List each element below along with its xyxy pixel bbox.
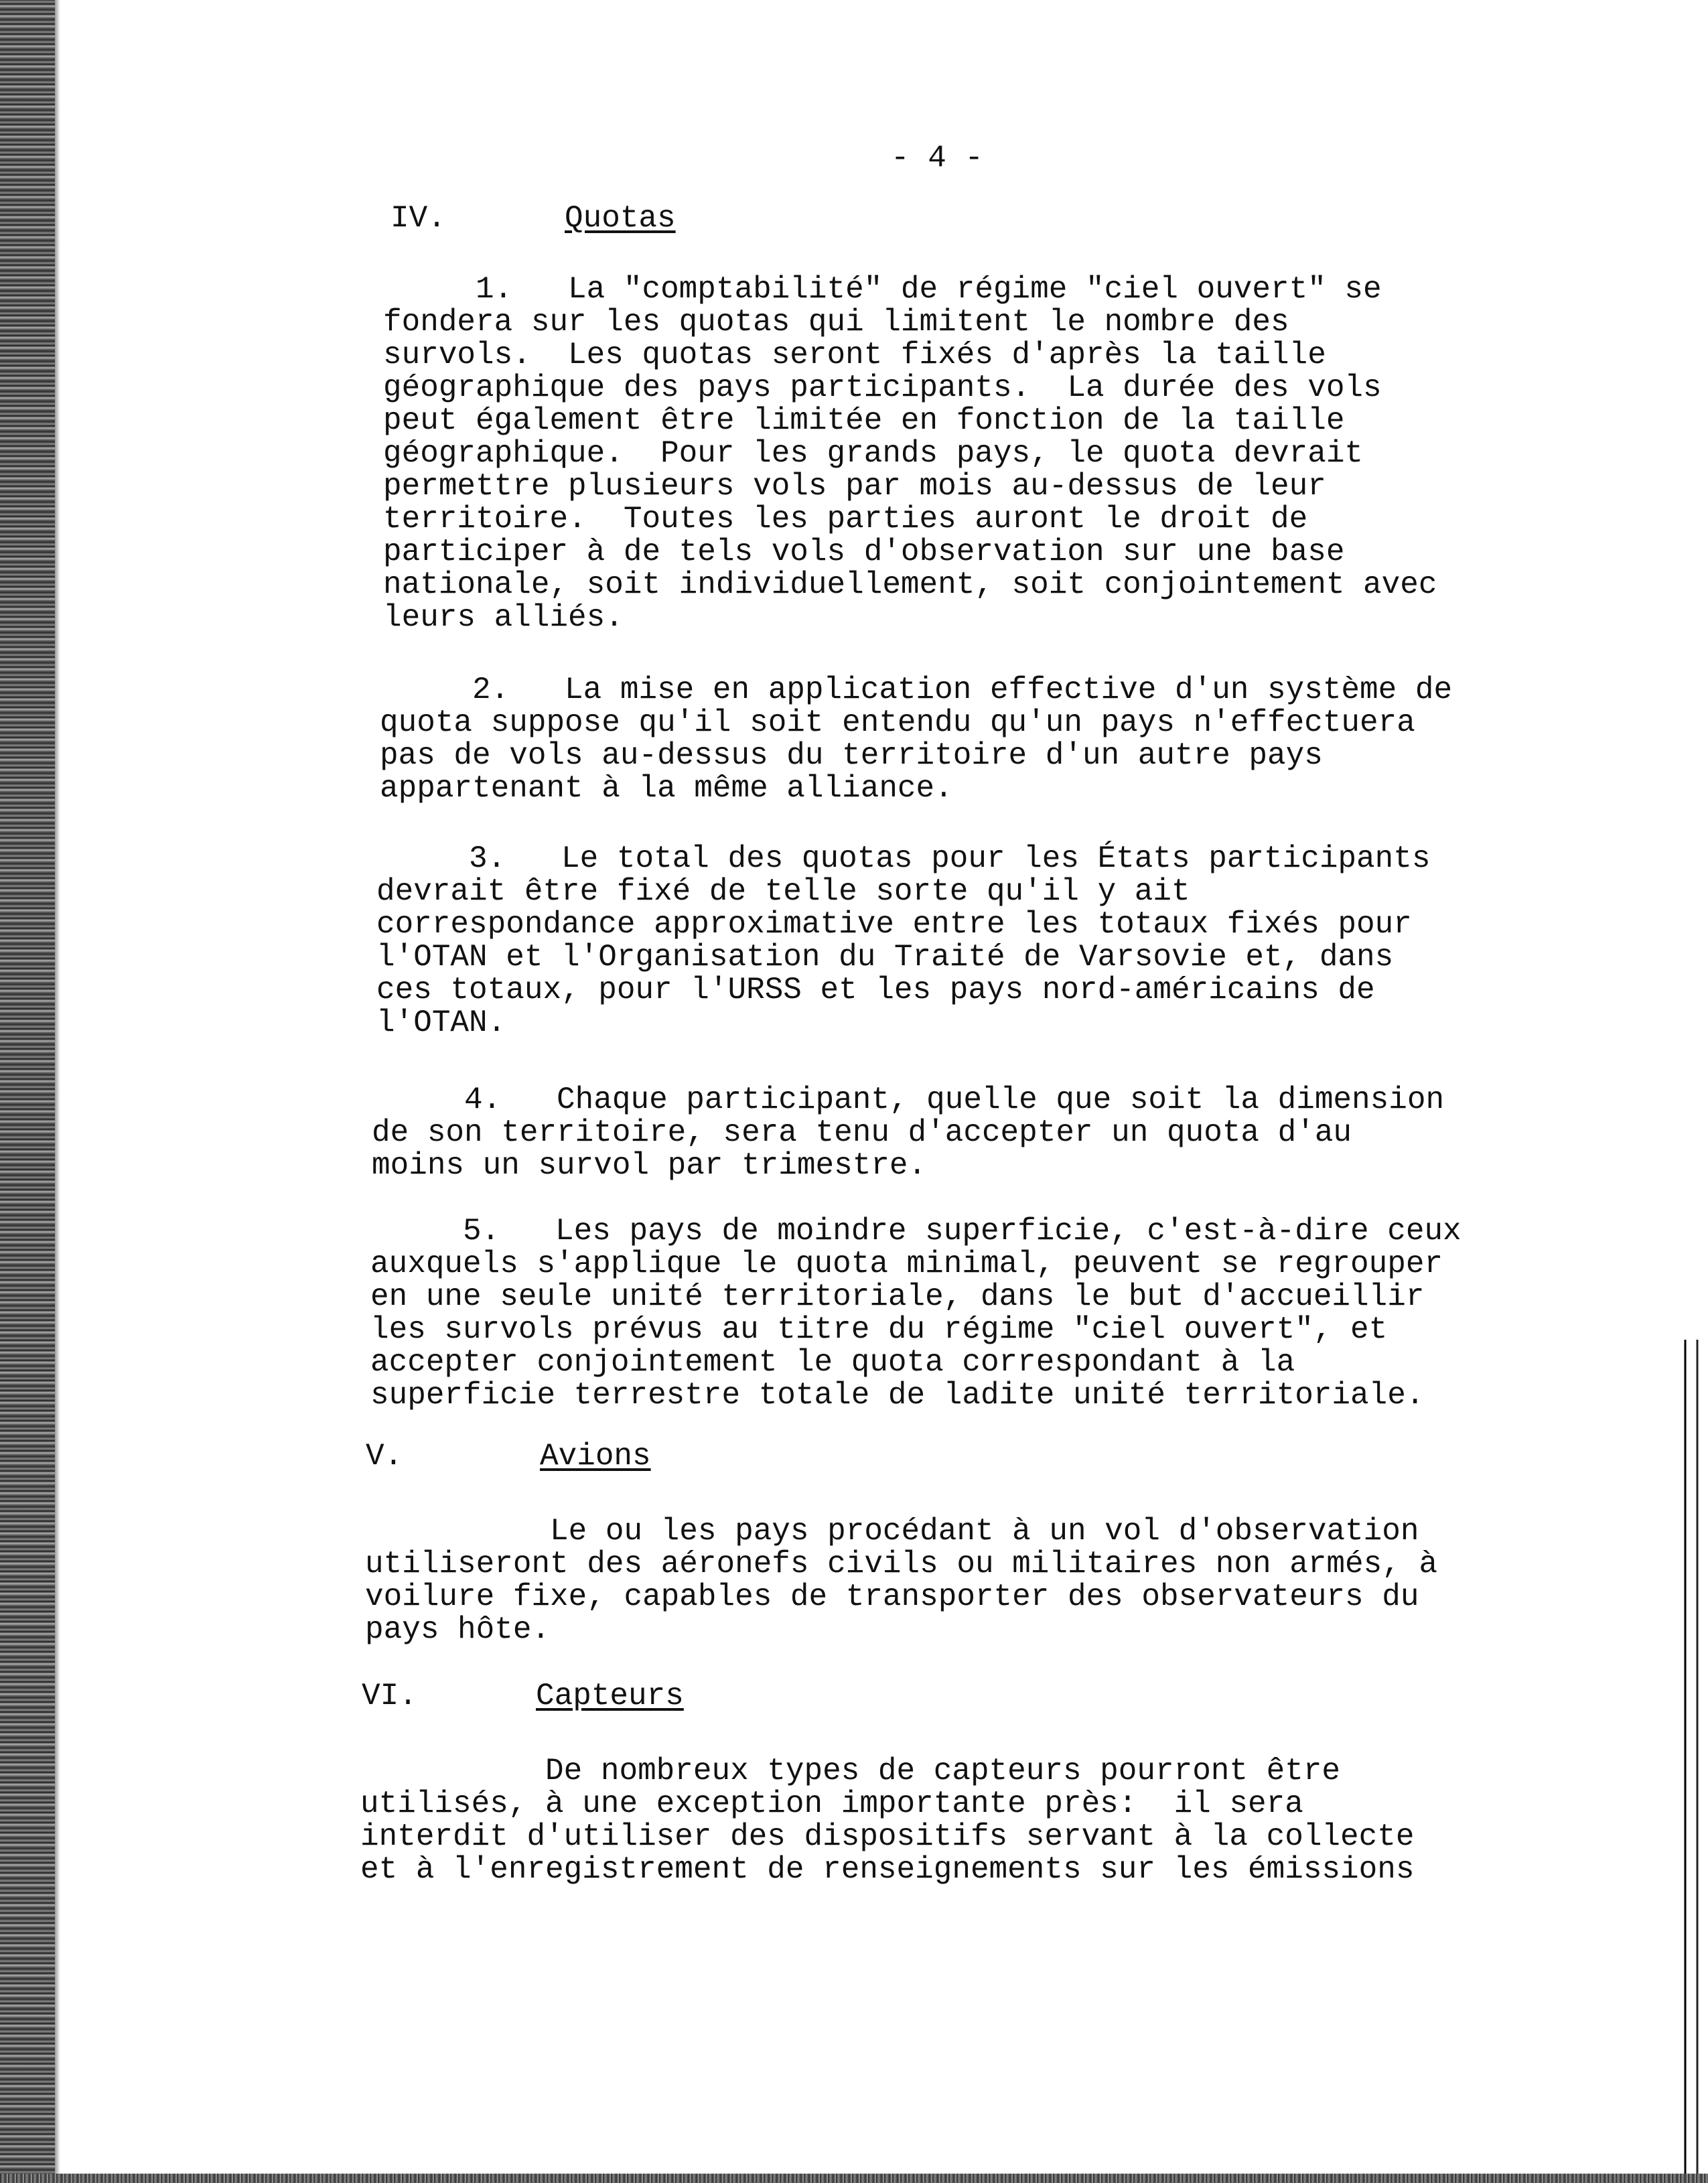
section-number: V. (366, 1439, 403, 1474)
paragraph-iv-1: 1. La "comptabilité" de régime "ciel ouvert" se fondera sur les quotas qui limitent le nombre des survols. Les quotas seront fixés d'après la taille géographique des pays participants. La durée des vols peut également être limitée en fonction de la taille géographique. Pour les grands pays, le quota devrait permettre plusieurs vols par mois au-dessus de leur territoire. Toutes les parties auront le droit de participer à de tels vols d'observation sur une base nationale, soit individuellement, soit conjointement avec leurs alliés. (383, 272, 1437, 635)
section-title: Capteurs (536, 1679, 684, 1713)
paragraph-iv-3: 3. Le total des quotas pour les États participants devrait être fixé de telle sorte qu'il y ait correspondance approximative entre les totaux fixés pour l'OTAN et l'Organisation du Traité de Varsovie et, dans ces totaux, pour l'URSS et les pays nord-américains de l'OTAN. (376, 841, 1431, 1040)
page-number: - 4 - (891, 141, 984, 175)
scan-left-edge-noise (0, 0, 55, 2183)
section-number: IV. (390, 201, 446, 236)
section-heading-vi (362, 1679, 684, 1713)
section-number: VI. (362, 1679, 417, 1713)
section-title: Quotas (565, 201, 676, 236)
section-heading-v (366, 1439, 651, 1474)
paragraph-iv-2: 2. La mise en application effective d'un système de quota suppose qu'il soit entendu qu'un pays n'effectuera pas de vols au-dessus du territoire d'un autre pays appartenant à la même alliance. (380, 673, 1453, 806)
scan-bottom-edge-noise (0, 2174, 1708, 2183)
paragraph-vi-1: De nombreux types de capteurs pourront être utilisés, à une exception importante près: il sera interdit d'utiliser des dispositifs servant à la collecte et à l'enregistrement de renseignements sur les émissions (360, 1754, 1415, 1887)
scan-left-shadow (55, 0, 60, 2183)
scan-right-edge-lines (1676, 1340, 1708, 2183)
section-heading-iv (390, 201, 676, 236)
paragraph-iv-5: 5. Les pays de moindre superficie, c'est-à-dire ceux auxquels s'applique le quota minimal, peuvent se regrouper en une seule unité territoriale, dans le but d'accueillir les survols prévus au titre du régime "ciel ouvert", et accepter conjointement le quota correspondant à la superficie terrestre totale de ladite unité territoriale. (370, 1214, 1462, 1413)
paragraph-iv-4: 4. Chaque participant, quelle que soit la dimension de son territoire, sera tenu d'accepter un quota d'au moins un survol par trimestre. (372, 1082, 1445, 1183)
paragraph-v-1: Le ou les pays procédant à un vol d'observation utiliseront des aéronefs civils ou militaires non armés, à voilure fixe, capables de transporter des observateurs du pays hôte. (365, 1514, 1438, 1647)
section-title: Avions (540, 1439, 651, 1474)
